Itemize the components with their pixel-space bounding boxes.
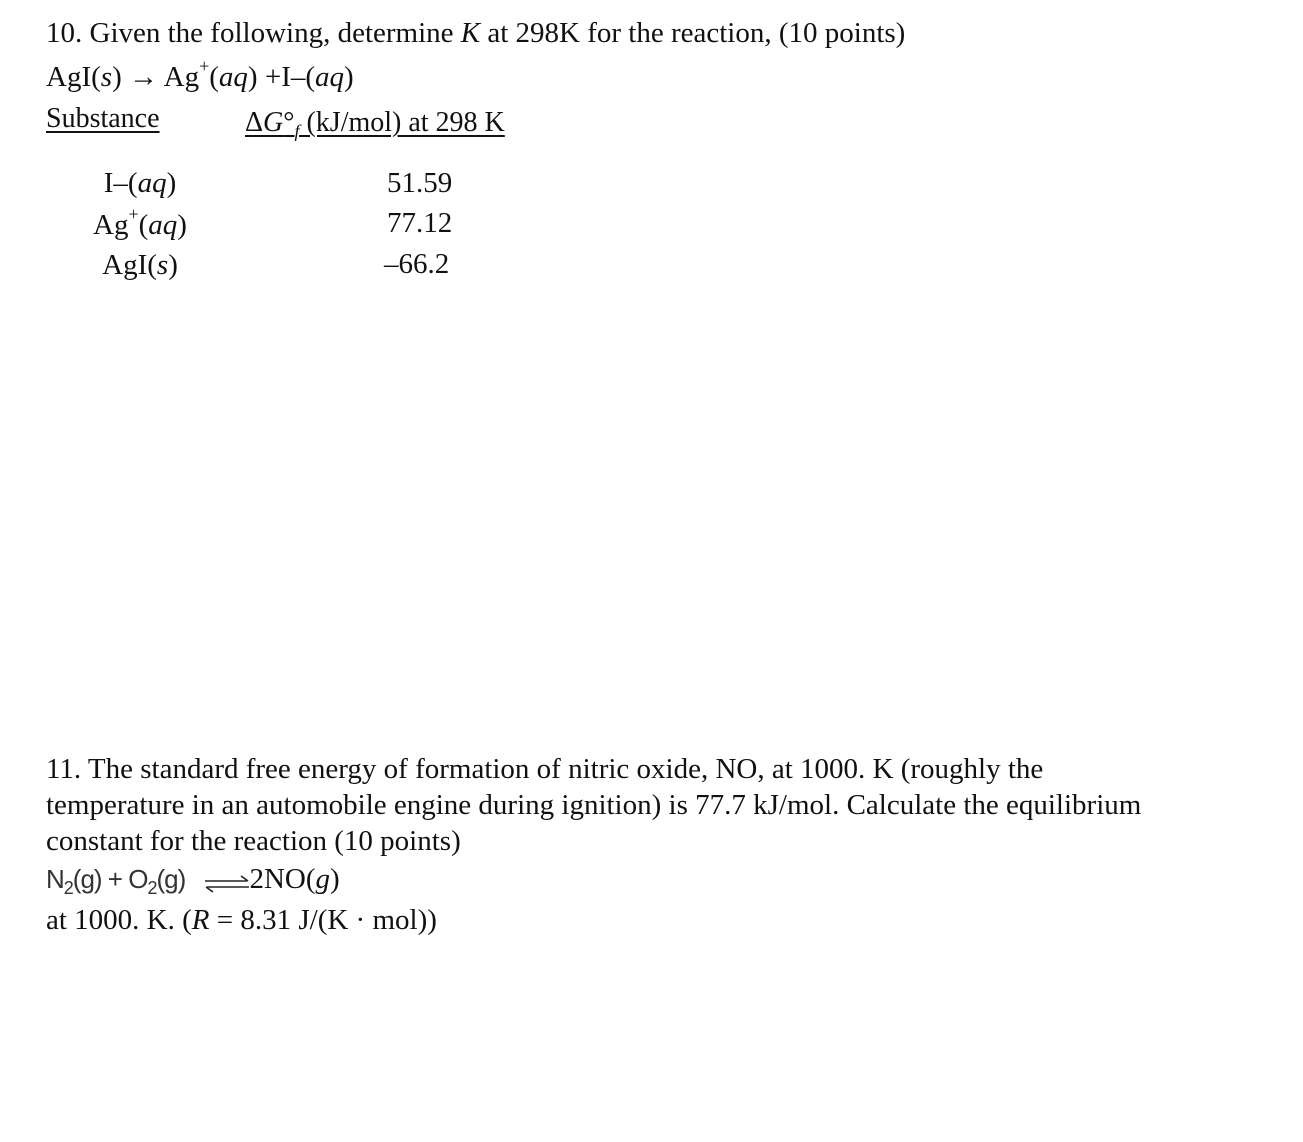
o2-state: (g) xyxy=(156,864,186,894)
row-substance xyxy=(40,248,240,282)
product-close: ) xyxy=(330,863,340,895)
substance-charge: + xyxy=(128,204,139,224)
product1-open: ( xyxy=(209,61,219,93)
product2-formula: I–( xyxy=(281,61,316,93)
q10-reaction xyxy=(46,56,354,97)
o2-symbol: O xyxy=(128,864,148,894)
q11-line1: 11. The standard free energy of formation of nitric oxide, NO, at 1000. K (roughly the xyxy=(46,753,1044,785)
substance-state: aq xyxy=(137,167,167,199)
row-value: 77.12 xyxy=(387,207,453,239)
dg-g: G xyxy=(263,107,284,138)
product1-close: ) xyxy=(247,61,258,93)
dg-f: f xyxy=(294,121,300,141)
reaction-arrow: → xyxy=(121,61,164,93)
reactant-state: s xyxy=(100,61,113,93)
eq-reactants xyxy=(46,864,191,898)
reactant-close: ) xyxy=(112,61,122,93)
row-substance xyxy=(40,166,240,200)
n2-state: (g) xyxy=(72,864,102,894)
n2-subscript: 2 xyxy=(63,878,73,898)
r-variable: R xyxy=(191,904,210,936)
row-substance: Ag+(aq) xyxy=(93,204,187,241)
q11-conditions xyxy=(46,903,437,937)
substance-close: ) xyxy=(168,249,178,281)
conditions-rest: = 8.31 J/(K · mol)) xyxy=(209,904,437,936)
table-header-substance: Substance xyxy=(46,103,160,134)
substance-formula: I–( xyxy=(103,167,138,199)
product-state: g xyxy=(315,863,331,895)
product1-charge: + xyxy=(199,56,210,76)
dg-delta: Δ xyxy=(245,107,264,138)
reactant-formula: AgI( xyxy=(46,61,101,93)
substance-close: ) xyxy=(166,167,177,199)
dg-rest: (kJ/mol) at 298 K xyxy=(299,107,505,138)
q11-equation xyxy=(46,862,340,902)
q10-heading-prefix: 10. Given the following, determine xyxy=(46,17,461,49)
product-formula: 2NO( xyxy=(249,863,316,895)
table-row xyxy=(40,248,240,282)
substance-formula: Ag xyxy=(93,209,129,241)
product1-formula: Ag xyxy=(163,61,200,93)
substance-state: s xyxy=(156,249,169,281)
equilibrium-arrow-icon xyxy=(203,874,251,894)
row-value: –66.2 xyxy=(384,248,450,280)
substance-close: ) xyxy=(177,209,187,241)
q11-line2: temperature in an automobile engine during ignition) is 77.7 kJ/mol. Calculate the equilibrium xyxy=(46,789,1142,821)
eq-product xyxy=(249,863,339,895)
dg-degree: ° xyxy=(283,107,295,138)
table-header-dg xyxy=(245,106,505,142)
reaction-plus: + xyxy=(257,61,282,93)
table-row xyxy=(40,166,240,200)
q10-heading-var: K xyxy=(460,17,481,49)
row-value: 51.59 xyxy=(387,167,453,199)
table-row xyxy=(40,204,240,245)
product2-close: ) xyxy=(344,61,354,93)
conditions-prefix: at 1000. K. ( xyxy=(46,904,192,936)
eq-plus: + xyxy=(101,864,129,894)
q10-heading-suffix: at 298K for the reaction, (10 points) xyxy=(480,17,906,49)
n2-symbol: N xyxy=(46,864,64,894)
product2-state: aq xyxy=(315,61,345,93)
q11-line3: constant for the reaction (10 points) xyxy=(46,825,461,857)
substance-formula: AgI( xyxy=(102,249,157,281)
product1-state: aq xyxy=(218,61,248,93)
q10-heading xyxy=(46,16,905,50)
substance-state: aq xyxy=(148,209,178,241)
o2-subscript: 2 xyxy=(147,878,157,898)
